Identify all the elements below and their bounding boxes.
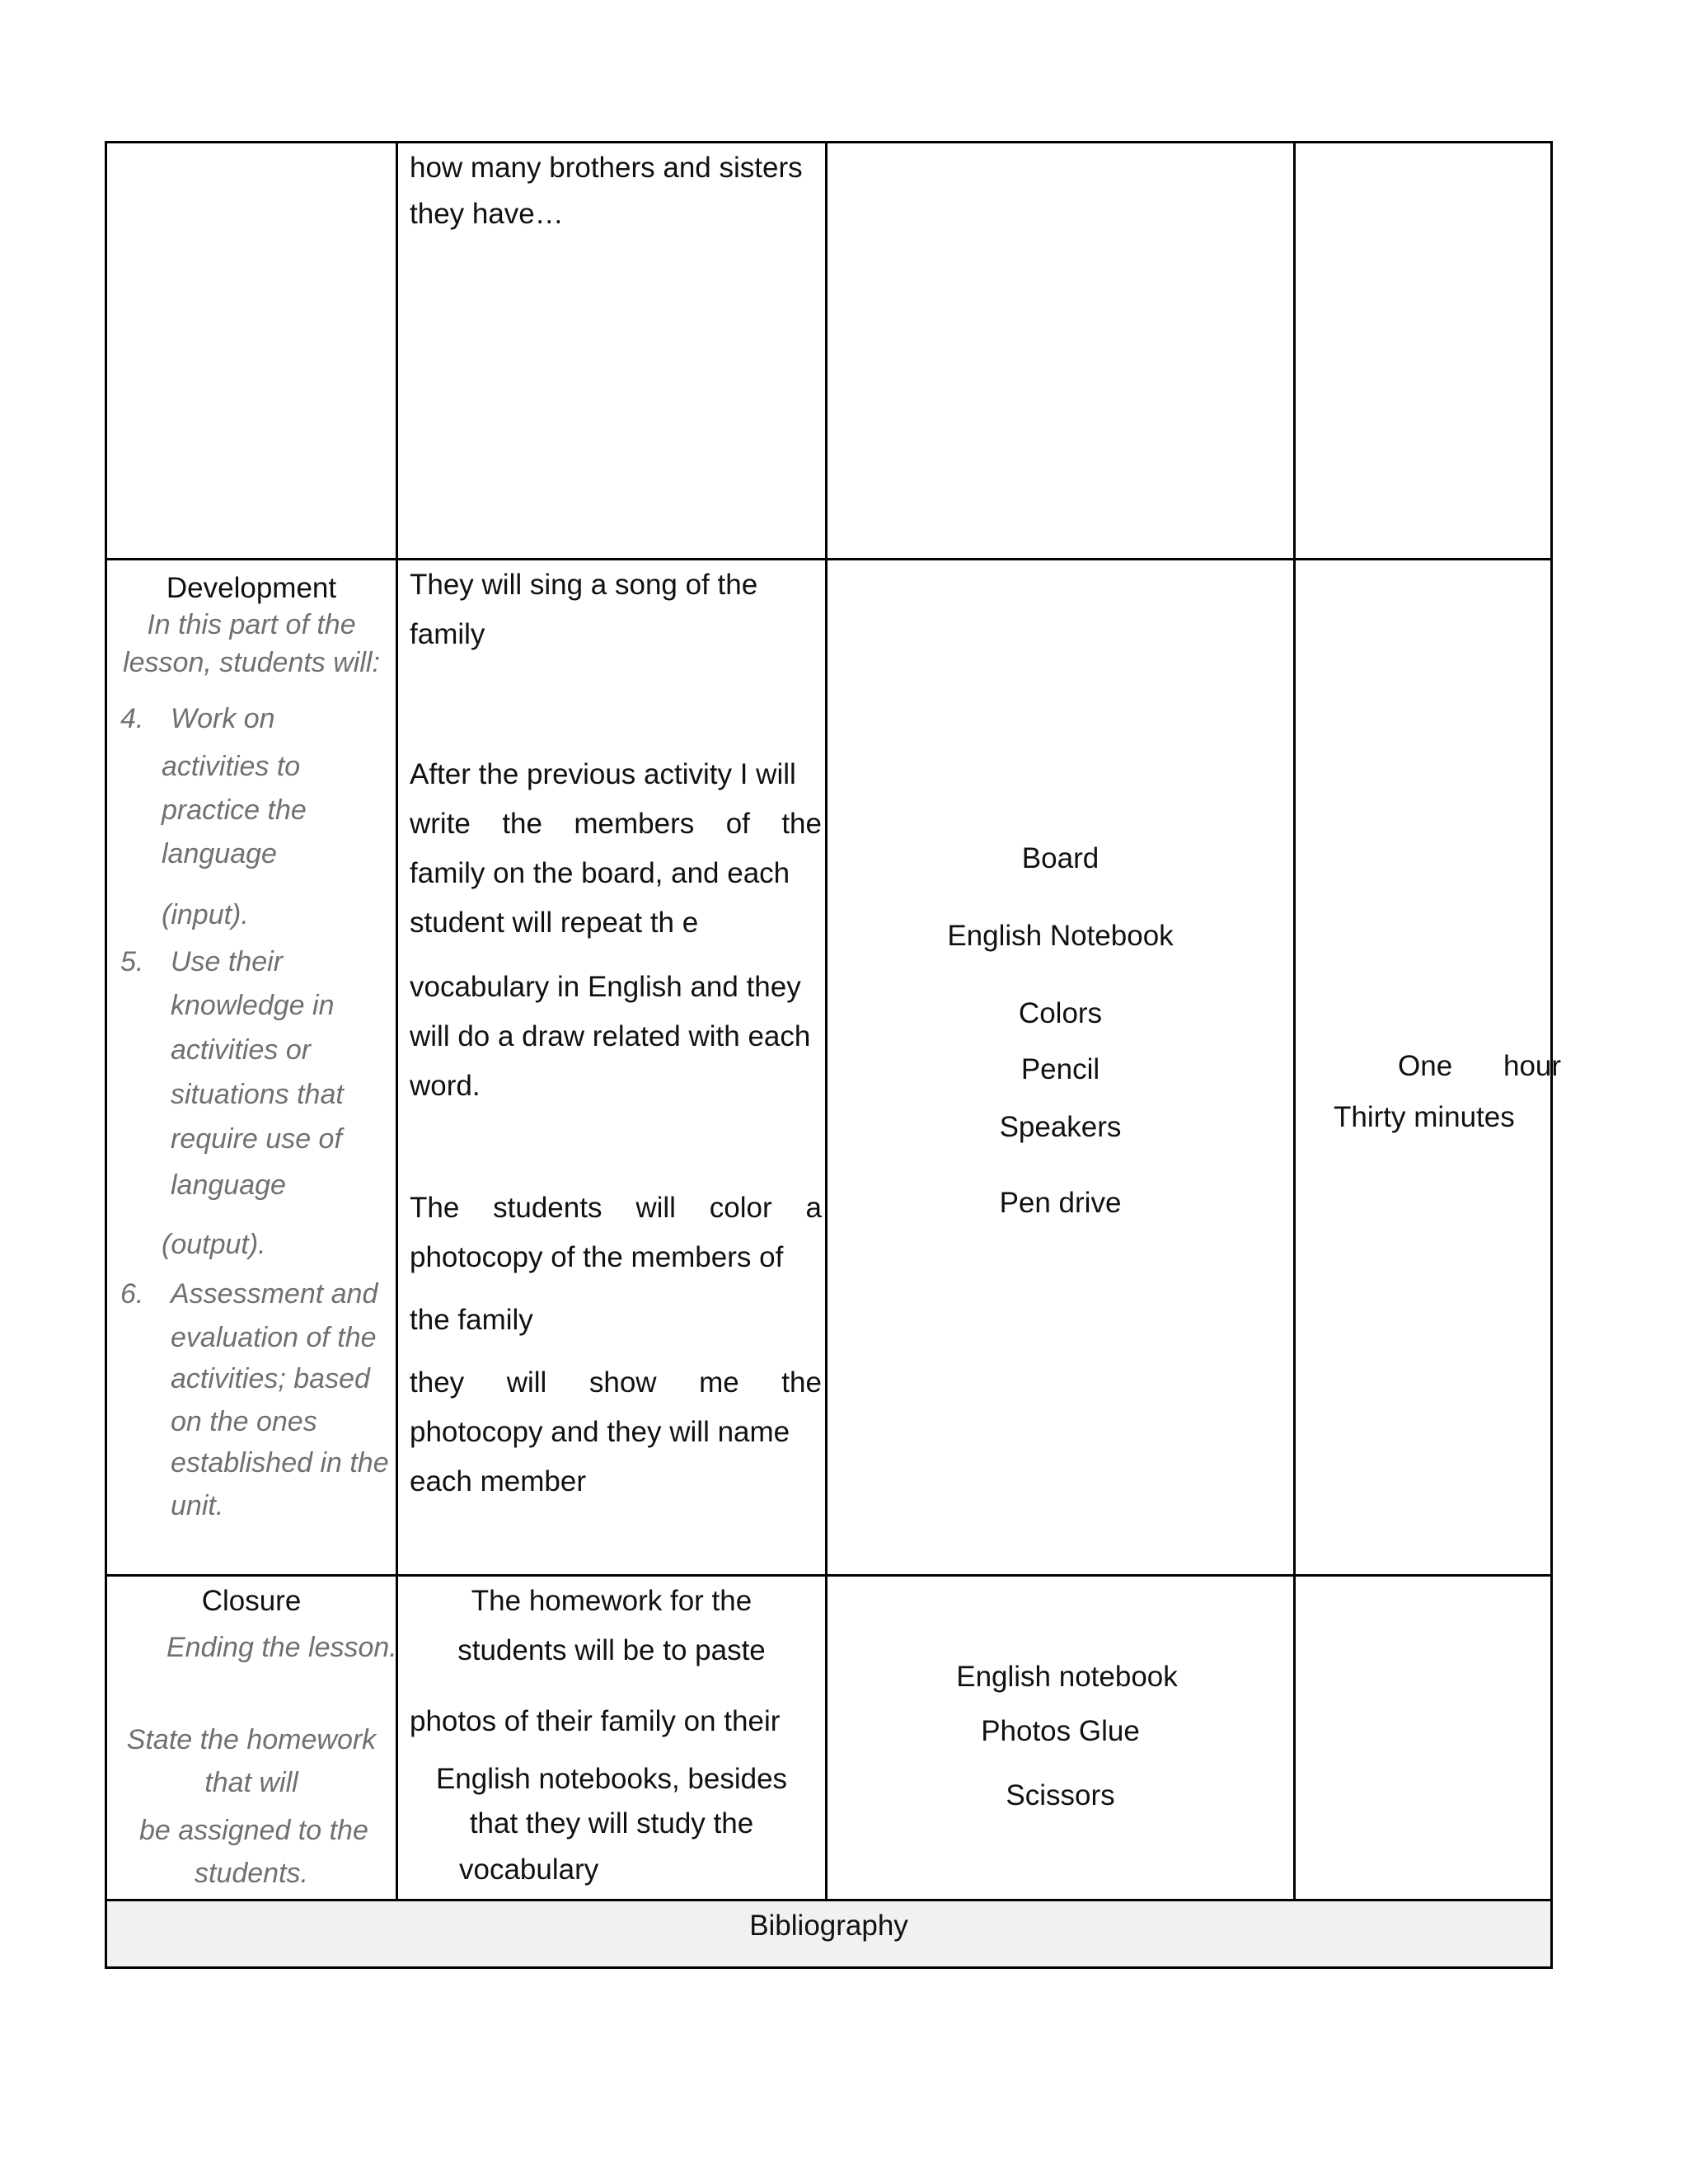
time-text: Thirty minutes xyxy=(1334,1101,1515,1133)
list-item-line: require use of xyxy=(171,1123,342,1155)
list-number: 6. xyxy=(120,1278,144,1310)
development-stage-cell xyxy=(107,560,396,1574)
intro-line-2: they have… xyxy=(410,198,564,230)
activity-line: word. xyxy=(410,1070,481,1102)
material-item: Pen drive xyxy=(999,1187,1122,1219)
intro-activity-cell xyxy=(398,143,825,558)
activity-line: English notebooks, besides xyxy=(435,1763,788,1795)
stage-line: that will xyxy=(204,1767,298,1798)
time-text: One xyxy=(1398,1050,1453,1082)
material-item: English notebook xyxy=(956,1661,1178,1693)
bibliography-row xyxy=(107,1901,1550,1966)
list-number: 5. xyxy=(120,946,144,977)
activity-line: vocabulary in English and they xyxy=(410,971,801,1003)
development-time-cell xyxy=(1296,560,1562,1574)
stage-desc-line: In this part of the xyxy=(147,609,356,640)
list-item-line: unit. xyxy=(171,1490,224,1521)
material-item: Speakers xyxy=(999,1111,1122,1143)
time-text: hour xyxy=(1503,1050,1562,1082)
activity-line: photos of their family on their xyxy=(410,1705,781,1737)
list-item-line: activities to xyxy=(162,751,301,782)
development-materials-cell xyxy=(828,560,1293,1574)
activity-line: the family xyxy=(410,1304,533,1336)
development-activity-cell xyxy=(398,560,825,1574)
stage-title: Closure xyxy=(201,1585,302,1617)
material-item: Pencil xyxy=(1020,1053,1100,1085)
stage-line: students. xyxy=(195,1858,308,1889)
stage-line: State the homework xyxy=(126,1724,377,1755)
intro-line-1 xyxy=(410,143,822,193)
list-item-line: language xyxy=(162,838,277,869)
activity-line: that they will study the xyxy=(469,1807,754,1840)
list-item-line: language xyxy=(171,1169,286,1201)
list-item-line: situations that xyxy=(171,1079,344,1110)
activity-line: students will be to paste xyxy=(457,1634,766,1666)
list-item-line: Use their xyxy=(171,946,284,977)
material-item: Scissors xyxy=(1006,1779,1115,1811)
stage-line: be assigned to the xyxy=(139,1815,368,1846)
activity-line-justified: The students will color a xyxy=(410,1192,822,1224)
list-item-line: evaluation of the xyxy=(171,1322,377,1353)
list-item-line: (output). xyxy=(162,1229,266,1260)
lesson-plan-table xyxy=(105,141,1562,1969)
list-item-line: activities or xyxy=(171,1034,312,1066)
material-item: Board xyxy=(1021,842,1100,874)
closure-stage-cell xyxy=(107,1577,396,1899)
stage-title: Development xyxy=(166,572,337,604)
activity-line: After the previous activity I will xyxy=(410,758,796,790)
stage-line: Ending the lesson. xyxy=(166,1632,397,1663)
activity-line-justified: write the members of the xyxy=(410,808,822,840)
list-number: 4. xyxy=(120,703,144,734)
list-item-line: Work on xyxy=(171,703,275,734)
activity-line: family on the board, and each xyxy=(410,857,790,889)
material-item: English Notebook xyxy=(947,920,1174,952)
activity-line: vocabulary xyxy=(459,1854,599,1886)
closure-activity-cell xyxy=(398,1577,825,1899)
bibliography-label: Bibliography xyxy=(749,1910,908,1942)
list-item-line: practice the xyxy=(162,794,307,826)
text: how many brothers and sisters xyxy=(410,152,803,184)
list-item-line: (input). xyxy=(162,899,249,930)
stage-desc-line: lesson, students will: xyxy=(123,647,380,678)
closure-materials-cell xyxy=(828,1577,1293,1899)
activity-line: They will sing a song of the xyxy=(410,569,758,601)
activity-line: photocopy and they will name xyxy=(410,1416,790,1448)
activity-line: each member xyxy=(410,1465,586,1497)
activity-line: student will repeat th e xyxy=(410,907,699,939)
activity-line: will do a draw related with each xyxy=(410,1020,811,1052)
activity-line: family xyxy=(410,618,485,650)
list-item-line: knowledge in xyxy=(171,990,335,1021)
material-item: Photos Glue xyxy=(981,1715,1140,1747)
material-item: Colors xyxy=(1018,997,1103,1029)
list-item-line: on the ones xyxy=(171,1406,317,1437)
list-item-line: activities; based xyxy=(171,1363,370,1394)
list-item-line: Assessment and xyxy=(171,1278,378,1310)
list-item-line: established in the xyxy=(171,1447,389,1479)
activity-line-justified: they will show me the xyxy=(410,1366,822,1399)
activity-line: The homework for the xyxy=(471,1585,753,1617)
activity-line: photocopy of the members of xyxy=(410,1241,784,1273)
